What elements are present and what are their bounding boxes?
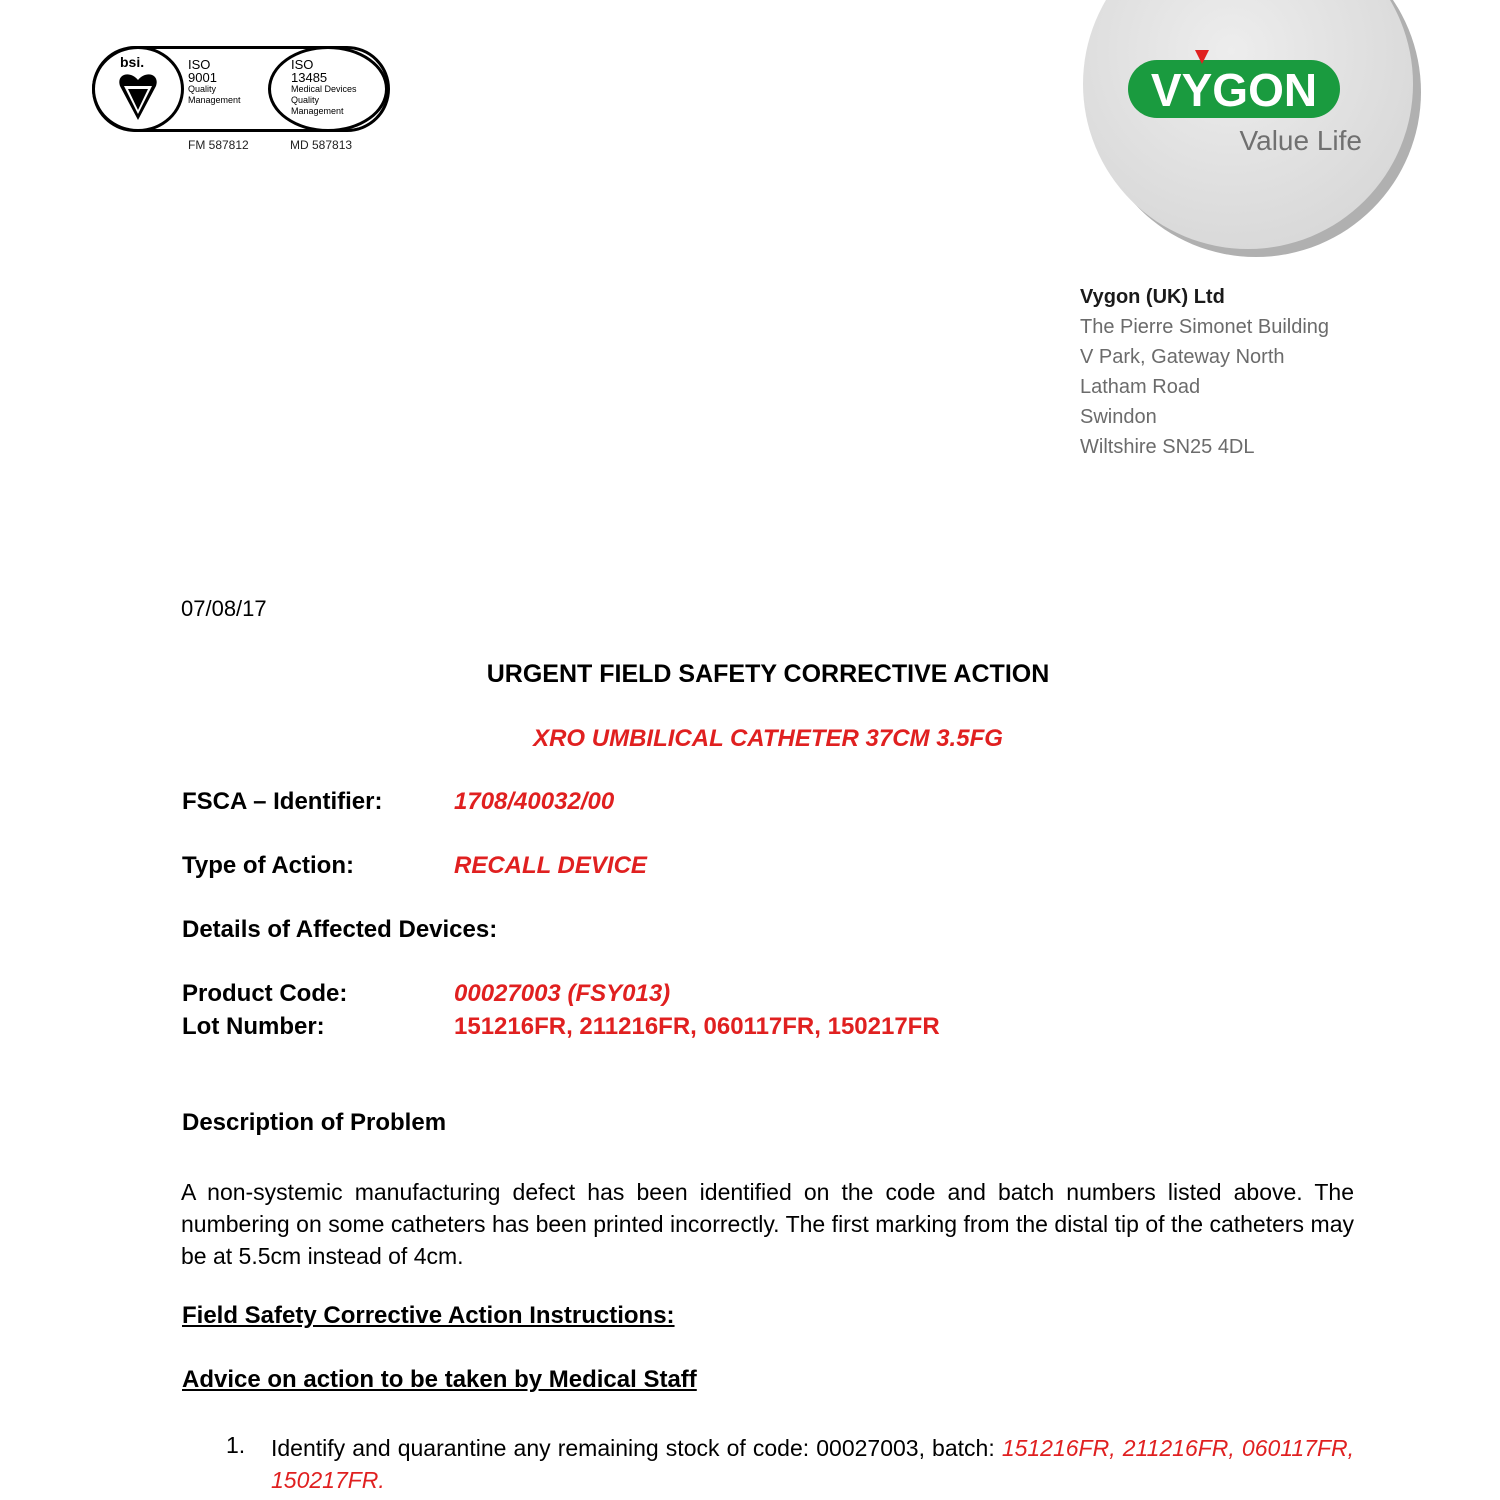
product-code-value: 00027003 (FSY013) — [454, 980, 671, 1007]
list-item — [271, 1432, 1354, 1496]
bsi-logo-text: bsi. — [120, 54, 145, 70]
cert-number-md: MD 587813 — [290, 138, 353, 152]
iso-9001: ISO 9001 Quality Management — [188, 57, 241, 105]
fsca-identifier-value: 1708/40032/00 — [454, 788, 615, 815]
cert-number-fm: FM 587812 — [188, 138, 249, 152]
address-line: Swindon — [1080, 406, 1157, 428]
address-line: Wiltshire SN25 4DL — [1080, 436, 1255, 458]
lot-number-value: 151216FR, 211216FR, 060117FR, 150217FR — [454, 1013, 940, 1040]
logo-wordmark: VYGON — [1150, 64, 1318, 116]
letter-title: URGENT FIELD SAFETY CORRECTIVE ACTION — [486, 660, 1050, 688]
problem-heading: Description of Problem — [182, 1109, 447, 1136]
letter-subtitle: XRO UMBILICAL CATHETER 37CM 3.5FG — [533, 725, 1003, 752]
affected-devices-label: Details of Affected Devices: — [182, 916, 498, 943]
certification-badge — [92, 46, 394, 158]
address-line: V Park, Gateway North — [1080, 346, 1285, 368]
company-name: Vygon (UK) Ltd — [1080, 286, 1225, 308]
lot-number-label: Lot Number: — [182, 1013, 325, 1040]
action-type-label: Type of Action: — [182, 852, 354, 879]
list-item-batches: 151216FR, 211216FR, 060117FR, 150217FR. — [271, 1435, 1354, 1493]
fsca-instructions-heading: Field Safety Corrective Action Instructions: — [182, 1302, 675, 1329]
kitemark-icon — [116, 70, 160, 122]
iso-13485: ISO 13485 Medical Devices Quality Management — [291, 57, 357, 116]
letter-date: 07/08/17 — [181, 596, 267, 621]
vygon-logo — [1078, 0, 1423, 265]
problem-description: A non-systemic manufacturing defect has been identified on the code and batch numbers listed above. The numbering on some catheters has been printed incorrectly. The first marking from the distal tip of the catheters may be at 5.5cm instead of 4cm. — [181, 1179, 1354, 1269]
product-code-label: Product Code: — [182, 980, 348, 1007]
list-item-number: 1. — [226, 1432, 246, 1458]
logo-tagline: Value Life — [1239, 125, 1362, 156]
action-type-value: RECALL DEVICE — [454, 852, 647, 879]
company-address — [1080, 282, 1329, 462]
address-line: Latham Road — [1080, 376, 1201, 398]
list-item-text: Identify and quarantine any remaining stock of code: 00027003, batch: — [271, 1435, 1002, 1461]
medical-staff-advice-heading: Advice on action to be taken by Medical Staff — [182, 1366, 697, 1393]
address-line: The Pierre Simonet Building — [1080, 316, 1330, 338]
fsca-identifier-label: FSCA – Identifier: — [182, 788, 383, 815]
